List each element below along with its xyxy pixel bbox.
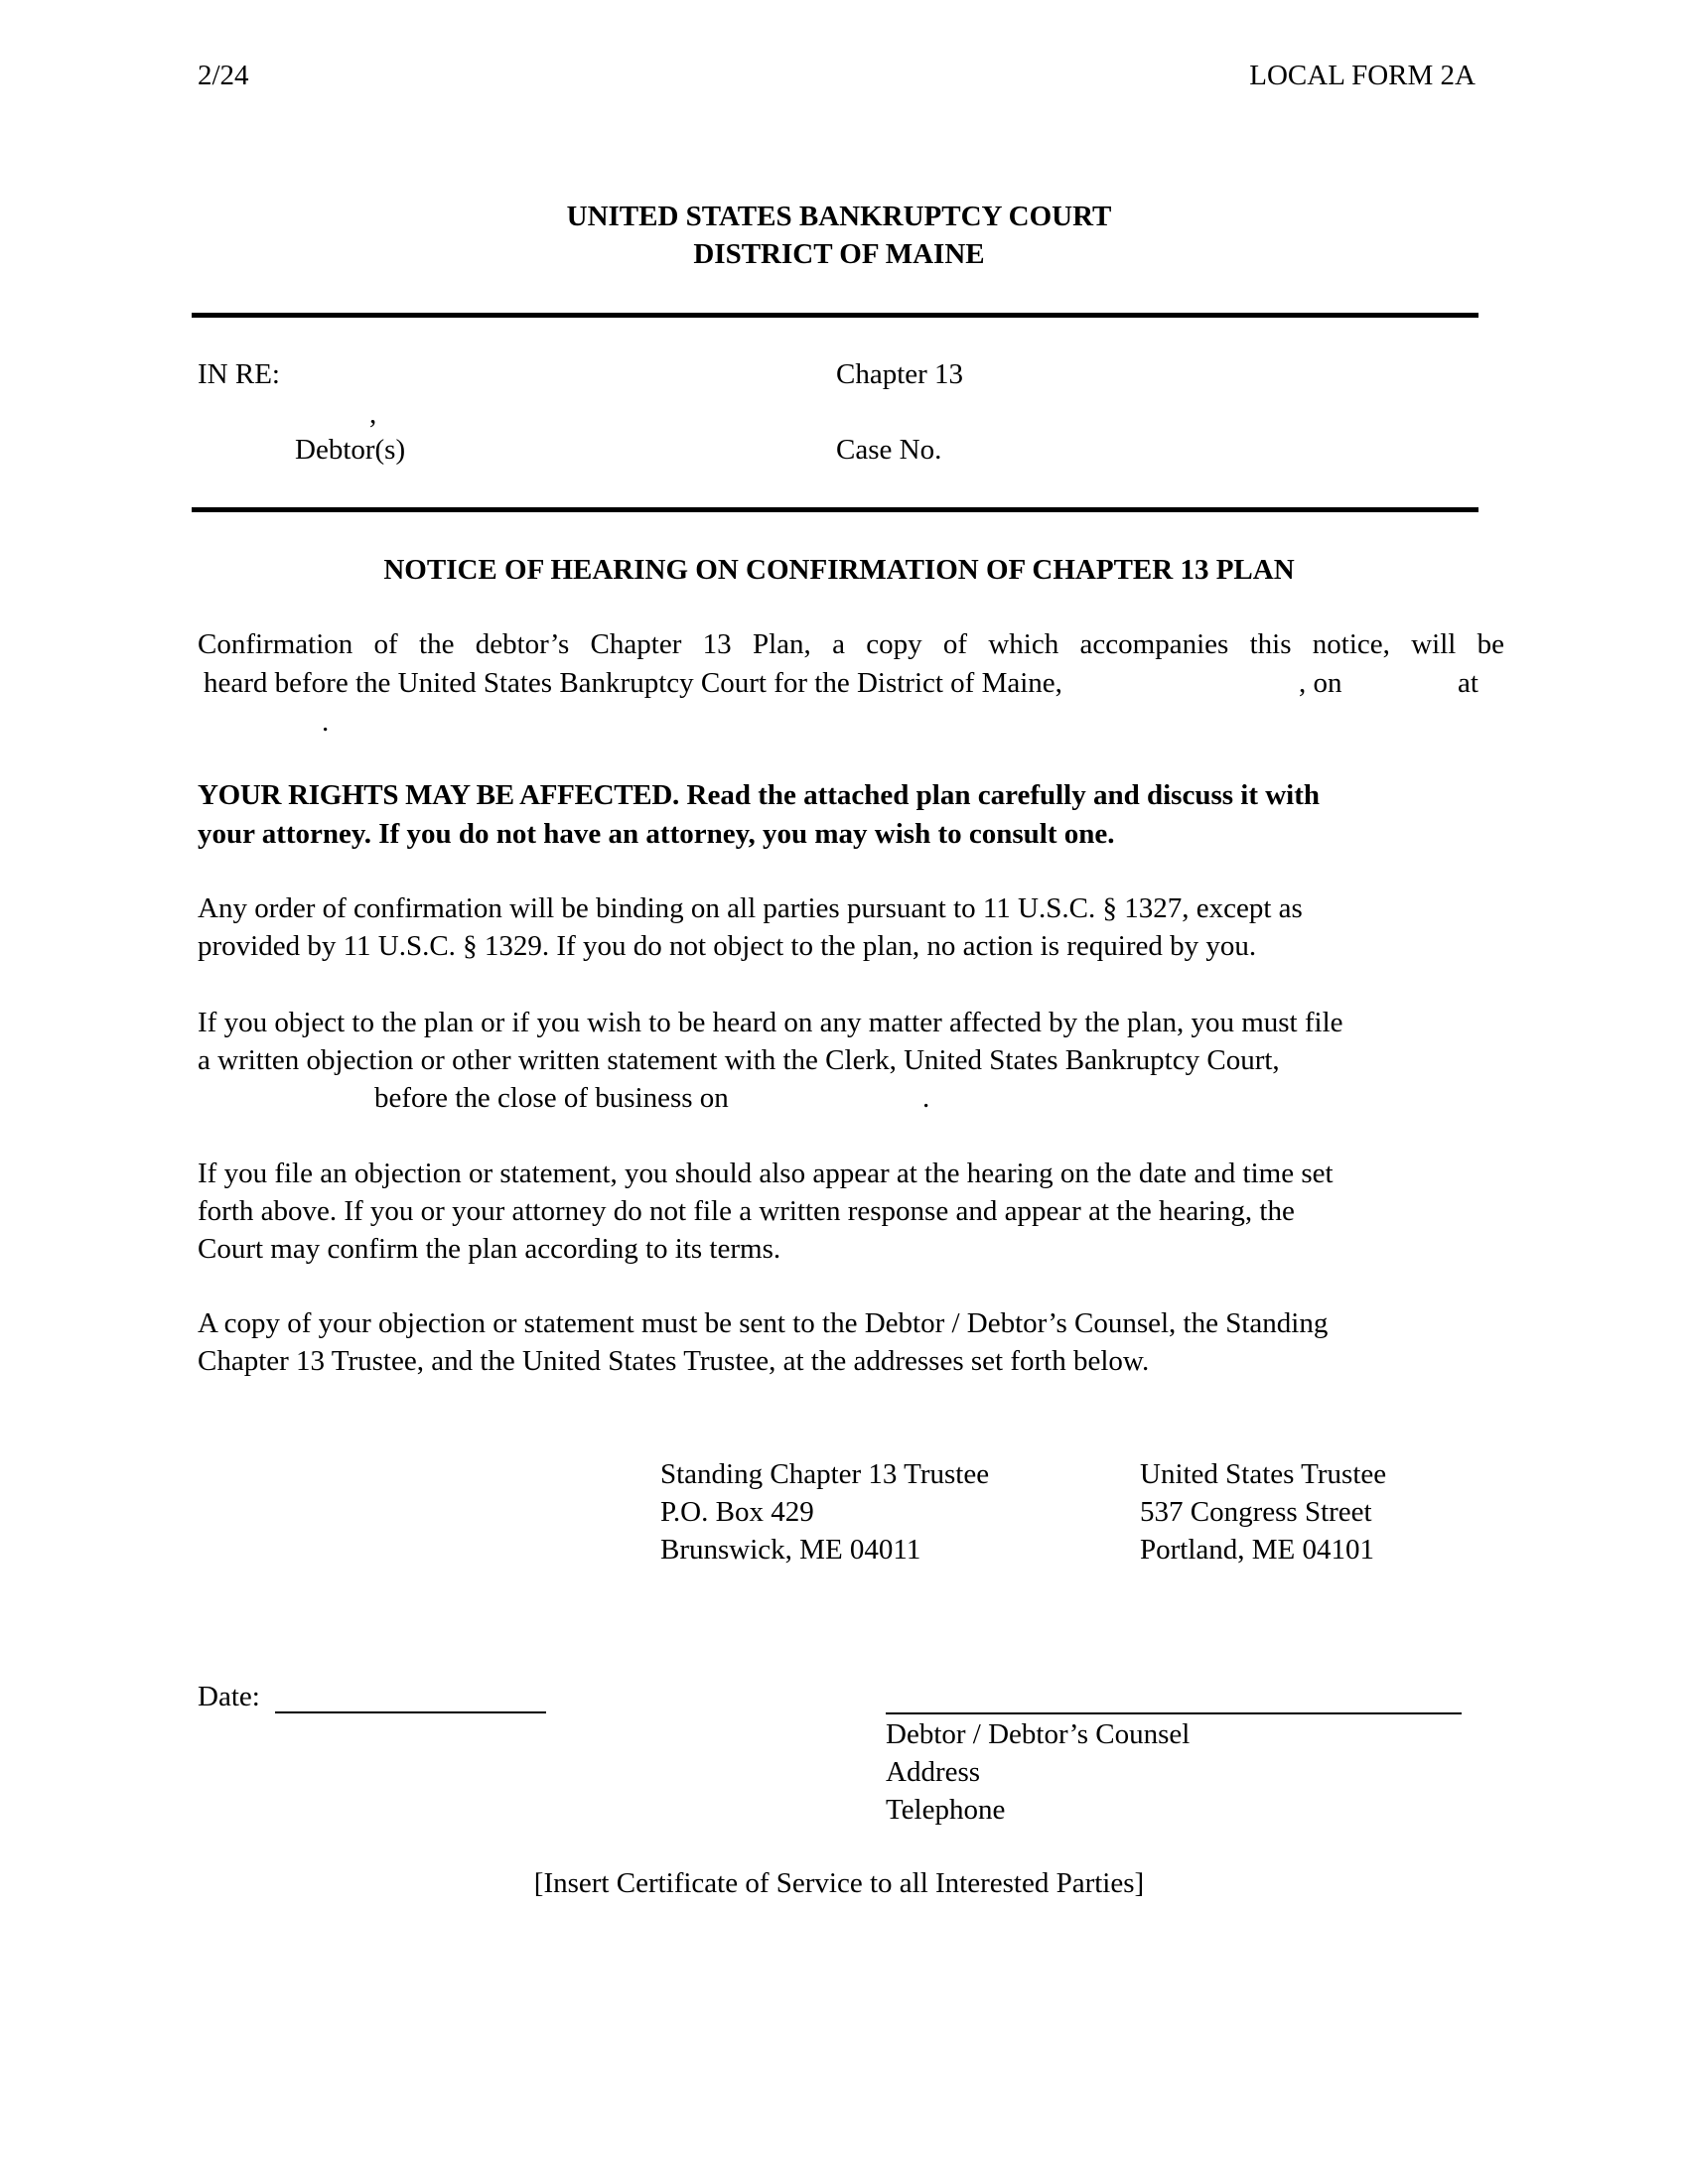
- service-line1: A copy of your objection or statement must be sent to the Debtor / Debtor’s Counsel, the Standing: [198, 1307, 1329, 1339]
- in-re-label: IN RE:: [198, 358, 280, 390]
- paragraph-hearing-line1: Confirmation of the debtor’s Chapter 13 Plan, a copy of which accompanies this notice, will be: [198, 628, 1504, 660]
- rights-warning-heading: YOUR RIGHTS MAY BE AFFECTED: [198, 779, 672, 811]
- standing-trustee-street: P.O. Box 429: [660, 1496, 814, 1528]
- case-number-label: Case No.: [836, 434, 942, 466]
- caption-top-rule: [192, 313, 1478, 318]
- us-trustee-city: Portland, ME 04101: [1140, 1534, 1375, 1566]
- objection-end-period: .: [922, 1082, 930, 1114]
- chapter-label: Chapter 13: [836, 358, 964, 390]
- signer-telephone: Telephone: [886, 1794, 1006, 1826]
- objection-line3: before the close of business on: [374, 1082, 729, 1114]
- form-id: LOCAL FORM 2A: [1249, 60, 1476, 91]
- caption-bottom-rule: [192, 507, 1478, 512]
- objection-line2: a written objection or other written statement with the Clerk, United States Bankruptcy Court,: [198, 1044, 1280, 1076]
- hearing-at-text: at: [1458, 667, 1478, 699]
- signature-line: [886, 1712, 1462, 1714]
- hearing-end-period: .: [322, 706, 330, 738]
- court-name: UNITED STATES BANKRUPTCY COURT: [566, 201, 1112, 232]
- rights-warning-line1: [198, 776, 1320, 814]
- paragraph-hearing-line2: heard before the United States Bankruptcy Court for the District of Maine,: [204, 667, 1062, 699]
- date-label: Date:: [198, 1681, 260, 1712]
- appearance-line3: Court may confirm the plan according to its terms.: [198, 1233, 781, 1265]
- signer-address: Address: [886, 1756, 981, 1788]
- us-trustee-name: United States Trustee: [1140, 1458, 1387, 1490]
- debtors-label: Debtor(s): [295, 434, 406, 466]
- rights-warning-line2: your attorney. If you do not have an attorney, you may wish to consult one.: [198, 818, 1115, 850]
- standing-trustee-city: Brunswick, ME 04011: [660, 1534, 921, 1566]
- standing-trustee-name: Standing Chapter 13 Trustee: [660, 1458, 990, 1490]
- rights-warning-text: . Read the attached plan carefully and discuss it with: [672, 779, 1321, 811]
- appearance-line1: If you file an objection or statement, you should also appear at the hearing on the date and time set: [198, 1158, 1334, 1189]
- hearing-on-text: , on: [1299, 667, 1342, 699]
- court-district: DISTRICT OF MAINE: [693, 238, 985, 270]
- signer-title: Debtor / Debtor’s Counsel: [886, 1718, 1191, 1750]
- debtor-name-comma: ,: [369, 398, 377, 430]
- service-line2: Chapter 13 Trustee, and the United States Trustee, at the addresses set forth below.: [198, 1345, 1150, 1377]
- notice-title: NOTICE OF HEARING ON CONFIRMATION OF CHAPTER 13 PLAN: [383, 554, 1295, 586]
- objection-line1: If you object to the plan or if you wish to be heard on any matter affected by the plan, you must file: [198, 1007, 1343, 1038]
- appearance-line2: forth above. If you or your attorney do not file a written response and appear at the hearing, the: [198, 1195, 1295, 1227]
- date-blank-line: [275, 1711, 546, 1713]
- form-revision: 2/24: [198, 60, 249, 91]
- certificate-of-service-note: [Insert Certificate of Service to all Interested Parties]: [533, 1867, 1145, 1899]
- binding-order-line2: provided by 11 U.S.C. § 1329. If you do not object to the plan, no action is required by you.: [198, 930, 1257, 962]
- binding-order-line1: Any order of confirmation will be binding on all parties pursuant to 11 U.S.C. § 1327, except as: [198, 892, 1303, 924]
- us-trustee-street: 537 Congress Street: [1140, 1496, 1372, 1528]
